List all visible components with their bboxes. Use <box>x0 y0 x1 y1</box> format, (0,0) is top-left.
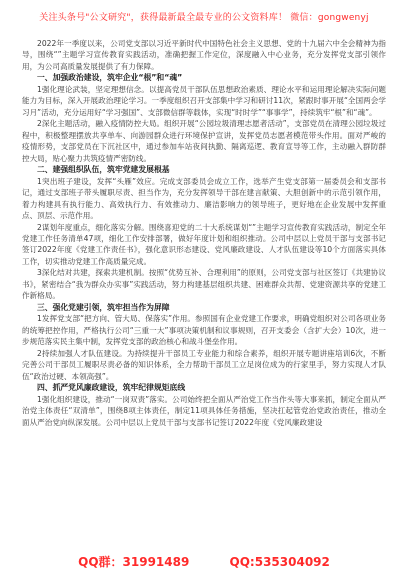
body-paragraph: 1发挥党支部“把方向、管大局、保落实”作用。参照国有企业党建工作要求，明确党组织对公司各项业务的统筹把控作用，严格执行公司“三重一大”事项决策机制和议事规则，召开支委会（含扩大会）10次，进一步规范落实民主集中制，发挥党支部的政治核心和战斗堡垒作用。 <box>22 314 386 347</box>
section-heading: 四、抓严党风廉政建设，筑牢纪律规矩底线 <box>37 383 186 393</box>
body-paragraph: 1强化组织建设，推动“一岗双责”落实。公司始终把全面从严治党工作当作头等大事来抓，制定全面从严治党主体责任“双清单”，围绕8项主体责任，制定11项具体任务措施，坚决扛起管党治党政治责任，推动全面从严治党向纵深发展。公司中层以上党员干部与支部书记签订2022年度《党风廉政建设 <box>22 394 386 427</box>
qq-number-text: QQ:535304092 <box>229 555 330 569</box>
body-paragraph: 2深化主题活动，融入疫情防控大局。组织开展“公园垃圾清理志愿者活动”，支部党员在清理公园垃圾过程中，积极整理摆放共享单车、向游园群众进行环境保护宣讲，发挥党员志愿者模范带头作用。面对严峻的疫情形势，支部党员在下沉社区中，通过参加车站夜间执勤、隔离巡逻、教育宣导等工作，主动融入群防群控大局，贴心聚力共筑疫情严密防线。 <box>22 119 386 163</box>
qq-group-text: QQ群：31991489 <box>78 555 190 569</box>
section-heading: 一、加强政治建设，筑牢企业“根”和“魂” <box>37 73 183 83</box>
section-heading: 三、强化党建引领，筑牢担当作为屏障 <box>37 302 170 312</box>
body-paragraph: 2持续加强人才队伍建设。为持续提升干部员工专业能力和综合素养，组织开展专题讲座培训6次，不断完善公司干部员工履职尽责必备的知识体系，全力帮助干部员工立足岗位成为的行家里手，努力实现人才队伍“政治过硬、本领高强”。 <box>22 348 386 381</box>
footer-contact <box>0 553 408 570</box>
header-banner: 关注头条号"公文研究"，获得最新最全最专业的公文资料库！ 微信：gongwenyj <box>39 13 369 23</box>
section-heading: 二、建强组织队伍，筑牢党建发展根基 <box>37 165 170 175</box>
body-paragraph: 2谋划年度重点，细化落实分解。围绕喜迎党的二十大系统谋划“”主题学习宣传教育实践活动，制定全年党建工作任务清单47项，细化工作安排部署，做好年度计划和组织推动。公司中层以上党员干部与支部书记签订2022年度《党建工作责任书》，强化意识形态建设、党风廉政建设、人才队伍建设等10个方面落实具体工作，切实推动党建工作高质量完成。 <box>22 222 386 266</box>
document-body <box>22 38 386 428</box>
body-paragraph: 1强化理论武装，坚定理想信念。以提高党员干部队伍思想政治素质、理论水平和运用理论解决实际问题能力为目标，深入开展政治理论学习。一季度组织召开支部集中学习和研讨11次，紧跟时事开展“全国两会学习月”活动，充分运用好“学习强国”、支部微信群等载体，实现“时时学”“事事学”，持续筑牢“根”和“魂”。 <box>22 84 386 117</box>
body-paragraph: 2022年一季度以来，公司党支部以习近平新时代中国特色社会主义思想、党的十九届六中全会精神为指导，围绕“”主题学习宣传教育实践活动，准确把握工作定位，深度融入中心业务，充分发挥党支部引领作用，为公司高质量发展提供了有力保障。 <box>22 39 386 71</box>
body-paragraph: 1突出班子建设，发挥“头雁”效应。完成支部委员会成立工作，选举产生党支部第一届委员会和支部书记，通过支部班子带头履职尽责、担当作为，充分发挥领导干部在建言献策、大胆创新中的示范引领作用，着力构建具有执行能力、高效执行力、有效推动力、廉洁影响力的领导班子，更好地在企业发展中发挥重点、顶层、示范作用。 <box>22 176 386 221</box>
body-paragraph: 3深化结对共建，探索共建机制。按照“优势互补、合理利用”的原则，公司党支部与社区签订《共建协议书》，紧密结合“我为群众办实事”实践活动，努力构建基层组织共建、困难群众共帮、党建资源共享的党建工作新格局。 <box>22 268 386 301</box>
